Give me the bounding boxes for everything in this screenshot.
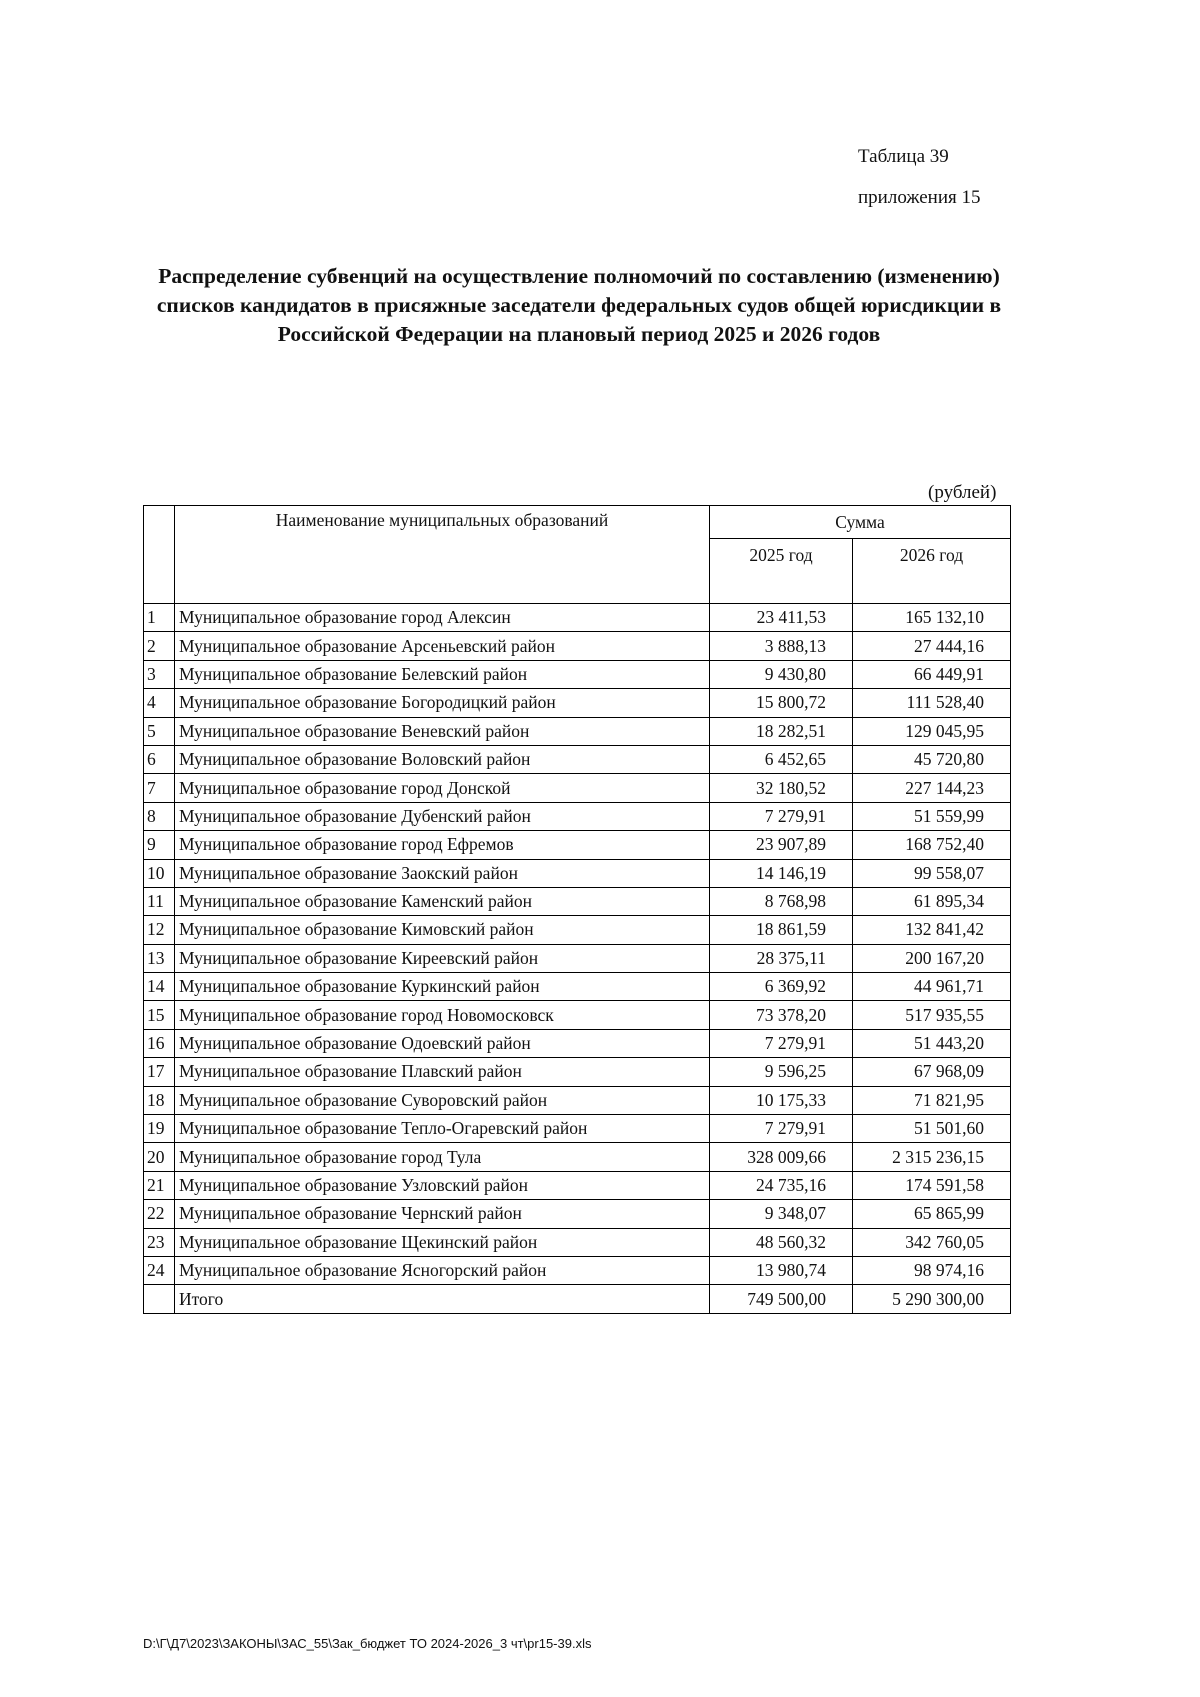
table-row [144, 604, 1011, 632]
row-number-cell: 3 [144, 660, 175, 688]
amount-2026-cell: 61 895,34 [853, 887, 1011, 915]
municipality-name-cell: Муниципальное образование Одоевский район [175, 1029, 710, 1057]
table-number-label: Таблица 39 [858, 146, 949, 167]
table-row [144, 745, 1011, 773]
municipality-name-cell: Муниципальное образование Куркинский район [175, 973, 710, 1001]
amount-2026-cell: 65 865,99 [853, 1200, 1011, 1228]
municipality-name-cell: Муниципальное образование Заокский район [175, 859, 710, 887]
municipality-name-cell: Муниципальное образование город Новомосковск [175, 1001, 710, 1029]
amount-2025-cell: 15 800,72 [710, 689, 853, 717]
amount-2025-cell: 9 348,07 [710, 1200, 853, 1228]
municipality-name-cell: Муниципальное образование Ясногорский район [175, 1256, 710, 1284]
header-2026-cell: 2026 год [853, 539, 1011, 604]
appendix-label: приложения 15 [858, 187, 981, 208]
table-row [144, 973, 1011, 1001]
row-number-cell: 24 [144, 1256, 175, 1284]
table-row [144, 1086, 1011, 1114]
row-number-cell: 10 [144, 859, 175, 887]
amount-2026-cell: 168 752,40 [853, 831, 1011, 859]
amount-2026-cell: 71 821,95 [853, 1086, 1011, 1114]
table-row [144, 887, 1011, 915]
amount-2026-cell: 99 558,07 [853, 859, 1011, 887]
amount-2025-cell: 6 369,92 [710, 973, 853, 1001]
total-row [144, 1285, 1011, 1313]
amount-2025-cell: 13 980,74 [710, 1256, 853, 1284]
municipality-name-cell: Итого [175, 1285, 710, 1313]
municipality-name-cell: Муниципальное образование Узловский район [175, 1171, 710, 1199]
row-number-cell: 7 [144, 774, 175, 802]
row-number-cell: 23 [144, 1228, 175, 1256]
municipality-name-cell: Муниципальное образование город Алексин [175, 604, 710, 632]
row-number-cell: 16 [144, 1029, 175, 1057]
row-number-cell [144, 1285, 175, 1313]
row-number-cell: 17 [144, 1058, 175, 1086]
header-2025-cell: 2025 год [710, 539, 853, 604]
amount-2026-cell: 165 132,10 [853, 604, 1011, 632]
table-row [144, 689, 1011, 717]
municipality-name-cell: Муниципальное образование Суворовский район [175, 1086, 710, 1114]
amount-2025-cell: 18 861,59 [710, 916, 853, 944]
subvention-table [143, 505, 1011, 1314]
amount-2026-cell: 5 290 300,00 [853, 1285, 1011, 1313]
amount-2025-cell: 9 430,80 [710, 660, 853, 688]
amount-2026-cell: 517 935,55 [853, 1001, 1011, 1029]
amount-2025-cell: 6 452,65 [710, 745, 853, 773]
table-row [144, 1200, 1011, 1228]
amount-2026-cell: 67 968,09 [853, 1058, 1011, 1086]
table-row [144, 1001, 1011, 1029]
municipality-name-cell: Муниципальное образование Воловский район [175, 745, 710, 773]
amount-2025-cell: 8 768,98 [710, 887, 853, 915]
table-row [144, 632, 1011, 660]
table-row [144, 944, 1011, 972]
table-row [144, 1171, 1011, 1199]
table-row [144, 1143, 1011, 1171]
amount-2026-cell: 44 961,71 [853, 973, 1011, 1001]
amount-2025-cell: 14 146,19 [710, 859, 853, 887]
municipality-name-cell: Муниципальное образование город Донской [175, 774, 710, 802]
row-number-cell: 1 [144, 604, 175, 632]
amount-2025-cell: 73 378,20 [710, 1001, 853, 1029]
row-number-cell: 22 [144, 1200, 175, 1228]
table-row [144, 831, 1011, 859]
row-number-cell: 18 [144, 1086, 175, 1114]
row-number-cell: 12 [144, 916, 175, 944]
amount-2025-cell: 7 279,91 [710, 802, 853, 830]
amount-2025-cell: 24 735,16 [710, 1171, 853, 1199]
table-row [144, 660, 1011, 688]
municipality-name-cell: Муниципальное образование Богородицкий район [175, 689, 710, 717]
amount-2025-cell: 18 282,51 [710, 717, 853, 745]
amount-2025-cell: 3 888,13 [710, 632, 853, 660]
table-row [144, 1058, 1011, 1086]
row-number-cell: 21 [144, 1171, 175, 1199]
amount-2026-cell: 98 974,16 [853, 1256, 1011, 1284]
amount-2025-cell: 7 279,91 [710, 1029, 853, 1057]
amount-2026-cell: 51 559,99 [853, 802, 1011, 830]
row-number-cell: 15 [144, 1001, 175, 1029]
amount-2026-cell: 111 528,40 [853, 689, 1011, 717]
municipality-name-cell: Муниципальное образование Белевский район [175, 660, 710, 688]
row-number-cell: 5 [144, 717, 175, 745]
amount-2025-cell: 48 560,32 [710, 1228, 853, 1256]
municipality-name-cell: Муниципальное образование Кимовский район [175, 916, 710, 944]
amount-2025-cell: 32 180,52 [710, 774, 853, 802]
document-title: Распределение субвенций на осуществление полномочий по составлению (изменению) списков кандидатов в присяжные заседатели федеральных судов общей юрисдикции в Российской Федерации на плановый период 2025 и 2026 годов [156, 264, 1002, 346]
amount-2026-cell: 51 501,60 [853, 1115, 1011, 1143]
municipality-name-cell: Муниципальное образование Веневский район [175, 717, 710, 745]
municipality-name-cell: Муниципальное образование Дубенский район [175, 802, 710, 830]
row-number-cell: 11 [144, 887, 175, 915]
units-label: (рублей) [928, 482, 997, 503]
amount-2025-cell: 9 596,25 [710, 1058, 853, 1086]
amount-2026-cell: 27 444,16 [853, 632, 1011, 660]
header-sum-cell: Сумма [710, 506, 1011, 539]
amount-2025-cell: 28 375,11 [710, 944, 853, 972]
row-number-cell: 4 [144, 689, 175, 717]
amount-2025-cell: 10 175,33 [710, 1086, 853, 1114]
municipality-name-cell: Муниципальное образование Арсеньевский район [175, 632, 710, 660]
footer-file-path: D:\Г\Д7\2023\ЗАКОНЫ\ЗАС_55\Зак_бюджет ТО 2024-2026_3 чт\pr15-39.xls [143, 1636, 592, 1651]
municipality-name-cell: Муниципальное образование Тепло-Огаревский район [175, 1115, 710, 1143]
table-row [144, 1228, 1011, 1256]
municipality-name-cell: Муниципальное образование Плавский район [175, 1058, 710, 1086]
table-row [144, 774, 1011, 802]
amount-2026-cell: 129 045,95 [853, 717, 1011, 745]
amount-2026-cell: 132 841,42 [853, 916, 1011, 944]
table-row [144, 1115, 1011, 1143]
header-number-cell [144, 506, 175, 604]
table-row [144, 802, 1011, 830]
row-number-cell: 20 [144, 1143, 175, 1171]
row-number-cell: 13 [144, 944, 175, 972]
table-row [144, 1029, 1011, 1057]
table-body [144, 604, 1011, 1314]
amount-2025-cell: 23 411,53 [710, 604, 853, 632]
row-number-cell: 19 [144, 1115, 175, 1143]
municipality-name-cell: Муниципальное образование город Ефремов [175, 831, 710, 859]
row-number-cell: 8 [144, 802, 175, 830]
amount-2026-cell: 174 591,58 [853, 1171, 1011, 1199]
table-row [144, 916, 1011, 944]
municipality-name-cell: Муниципальное образование Щекинский район [175, 1228, 710, 1256]
header-name-cell: Наименование муниципальных образований [175, 506, 710, 604]
amount-2026-cell: 227 144,23 [853, 774, 1011, 802]
amount-2026-cell: 45 720,80 [853, 745, 1011, 773]
amount-2025-cell: 23 907,89 [710, 831, 853, 859]
row-number-cell: 14 [144, 973, 175, 1001]
municipality-name-cell: Муниципальное образование город Тула [175, 1143, 710, 1171]
row-number-cell: 2 [144, 632, 175, 660]
amount-2025-cell: 749 500,00 [710, 1285, 853, 1313]
amount-2026-cell: 200 167,20 [853, 944, 1011, 972]
amount-2026-cell: 51 443,20 [853, 1029, 1011, 1057]
amount-2026-cell: 66 449,91 [853, 660, 1011, 688]
municipality-name-cell: Муниципальное образование Киреевский район [175, 944, 710, 972]
municipality-name-cell: Муниципальное образование Чернский район [175, 1200, 710, 1228]
table-row [144, 717, 1011, 745]
row-number-cell: 6 [144, 745, 175, 773]
amount-2026-cell: 2 315 236,15 [853, 1143, 1011, 1171]
amount-2026-cell: 342 760,05 [853, 1228, 1011, 1256]
amount-2025-cell: 7 279,91 [710, 1115, 853, 1143]
amount-2025-cell: 328 009,66 [710, 1143, 853, 1171]
table-row [144, 1256, 1011, 1284]
municipality-name-cell: Муниципальное образование Каменский район [175, 887, 710, 915]
table-row [144, 859, 1011, 887]
row-number-cell: 9 [144, 831, 175, 859]
